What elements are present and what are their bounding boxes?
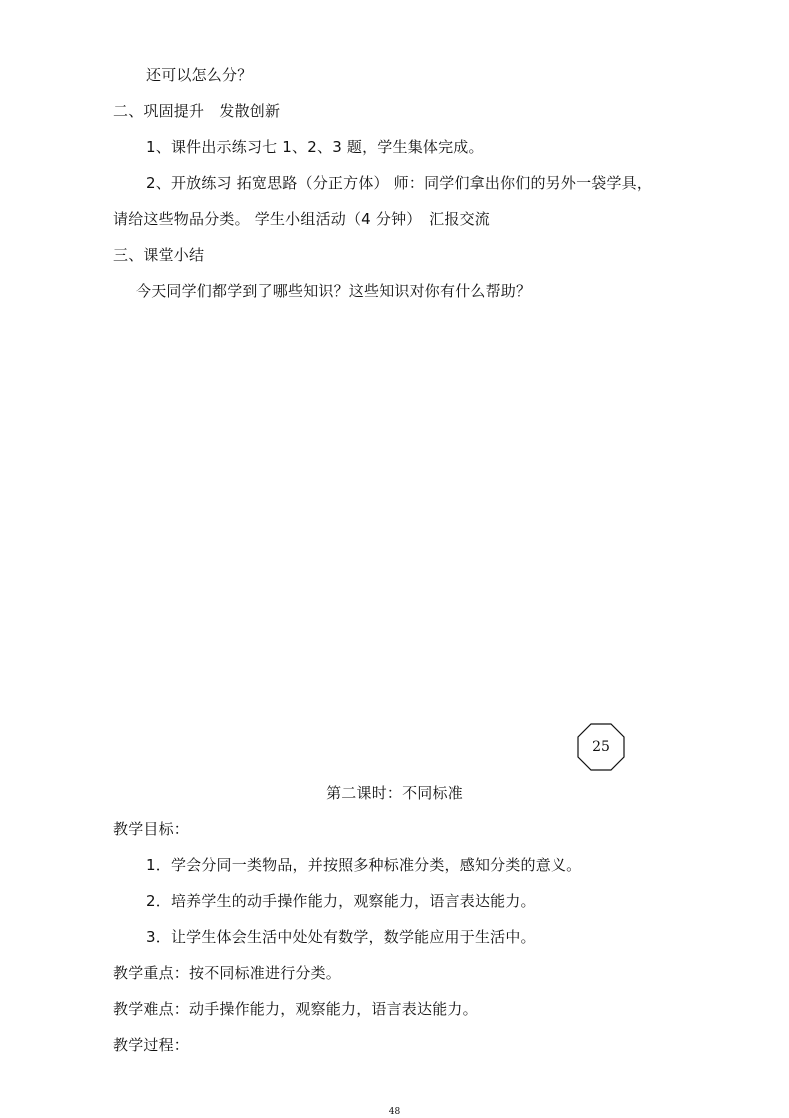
lesson-title: 第二课时：不同标准	[326, 784, 463, 802]
exercise-item-1: 1、课件出示练习七 1、2、3 题，学生集体完成。	[146, 138, 484, 156]
exercise-item-2-line-1: 2、开放练习 拓宽思路（分正方体） 师：同学们拿出你们的另外一袋学具，	[146, 174, 653, 192]
summary-question: 今天同学们都学到了哪些知识？这些知识对你有什么帮助？	[136, 282, 532, 300]
goal-item-1: 1．学会分同一类物品，并按照多种标准分类，感知分类的意义。	[146, 856, 582, 874]
section-heading-summary: 三、课堂小结	[113, 246, 205, 264]
octagon-page-badge	[577, 723, 625, 771]
difficulty-point: 教学难点：动手操作能力，观察能力，语言表达能力。	[113, 1000, 478, 1018]
badge-number: 25	[592, 739, 610, 755]
exercise-item-2-line-2: 请给这些物品分类。 学生小组活动（4 分钟） 汇报交流	[113, 210, 490, 228]
section-heading-consolidate: 二、巩固提升 发散创新	[113, 102, 281, 120]
goals-heading: 教学目标：	[113, 820, 190, 838]
page-number: 48	[388, 1107, 401, 1117]
goal-item-3: 3．让学生体会生活中处处有数学，数学能应用于生活中。	[146, 928, 536, 946]
process-heading: 教学过程：	[113, 1036, 190, 1054]
question-line: 还可以怎么分？	[146, 66, 253, 84]
key-point: 教学重点：按不同标准进行分类。	[113, 964, 342, 982]
goal-item-2: 2．培养学生的动手操作能力，观察能力，语言表达能力。	[146, 892, 536, 910]
